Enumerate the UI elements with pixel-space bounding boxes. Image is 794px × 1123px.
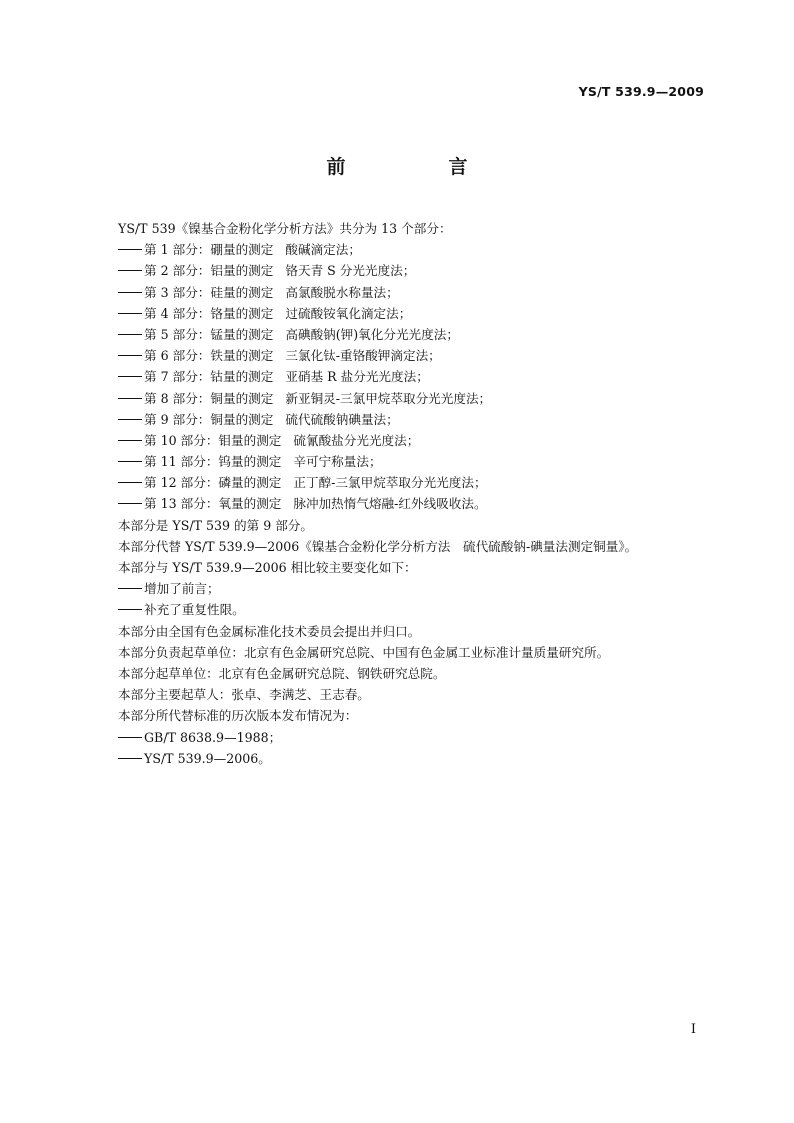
em-dash-marker: [118, 737, 142, 738]
parts-list: [118, 239, 718, 514]
em-dash-marker: [118, 461, 142, 462]
history-item: [118, 727, 718, 748]
part-method: 过硫酸铵氧化滴定法；: [285, 305, 412, 321]
history-intro: 本部分所代替标准的历次版本发布情况为：: [118, 708, 358, 724]
part-item: [118, 409, 718, 430]
part-item: [118, 366, 718, 387]
changes-list: [118, 578, 718, 620]
part-method: 高氯酸脱水称量法；: [285, 284, 399, 300]
change-item: [118, 578, 718, 599]
part-method: 铬天青 S 分光光度法；: [285, 263, 416, 279]
part-method: 辛可宁称量法；: [293, 454, 382, 470]
em-dash-marker: [118, 503, 142, 504]
standard-number: YS/T 539.9—2009: [578, 84, 704, 99]
responsible-units: 本部分负责起草单位：北京有色金属研究总院、中国有色金属工业标准计量质量研究所。: [118, 644, 610, 660]
history-text: GB/T 8638.9—1988；: [144, 729, 282, 745]
part-item: [118, 451, 718, 472]
part-name: 第 8 部分：铜量的测定: [144, 390, 274, 406]
changes-intro: 本部分与 YS/T 539.9—2006 相比较主要变化如下：: [118, 560, 417, 575]
part-item: [118, 239, 718, 260]
drafting-units: 本部分起草单位：北京有色金属研究总院、钢铁研究总院。: [118, 665, 446, 681]
change-text: 增加了前言；: [144, 581, 220, 597]
part-method: 酸碱滴定法；: [285, 242, 361, 258]
em-dash-marker: [118, 440, 142, 441]
foreword-body: [118, 218, 718, 769]
em-dash-marker: [118, 292, 142, 293]
part-name: 第 11 部分：钨量的测定: [144, 454, 282, 470]
part-item: [118, 388, 718, 409]
change-text: 补充了重复性限。: [144, 602, 245, 618]
part-name: 第 5 部分：锰量的测定: [144, 326, 274, 342]
em-dash-marker: [118, 398, 142, 399]
page-title: 前 言: [326, 156, 510, 178]
part-name: 第 6 部分：铁量的测定: [144, 348, 274, 364]
part-item: [118, 345, 718, 366]
part-item: [118, 324, 718, 345]
part-method: 正丁醇-三氯甲烷萃取分光光度法；: [293, 475, 487, 491]
em-dash-marker: [118, 588, 142, 589]
replaces-statement: 本部分代替 YS/T 539.9—2006《镍基合金粉化学分析方法 硫代硫酸钠-碘量法测定铜量》。: [118, 538, 638, 554]
part-method: 脉冲加热惰气熔融-红外线吸收法。: [293, 496, 487, 512]
part-name: 第 1 部分：硼量的测定: [144, 242, 274, 258]
em-dash-marker: [118, 609, 142, 610]
part-item: [118, 303, 718, 324]
part-method: 亚硝基 R 盐分光光度法；: [285, 369, 429, 385]
part-item: [118, 493, 718, 514]
part-method: 新亚铜灵-三氯甲烷萃取分光光度法；: [285, 390, 492, 406]
history-list: [118, 727, 718, 769]
part-name: 第 10 部分：钼量的测定: [144, 432, 282, 448]
em-dash-marker: [118, 482, 142, 483]
part-statement: 本部分是 YS/T 539 的第 9 部分。: [118, 517, 313, 533]
part-item: [118, 282, 718, 303]
history-text: YS/T 539.9—2006。: [144, 750, 271, 766]
part-item: [118, 430, 718, 451]
em-dash-marker: [118, 355, 142, 356]
em-dash-marker: [118, 376, 142, 377]
part-name: 第 3 部分：硅量的测定: [144, 284, 274, 300]
em-dash-marker: [118, 313, 142, 314]
drafters: 本部分主要起草人：张卓、李满芝、王志春。: [118, 687, 370, 703]
part-item: [118, 260, 718, 281]
part-name: 第 13 部分：氧量的测定: [144, 496, 282, 512]
em-dash-marker: [118, 758, 142, 759]
page-number: I: [690, 1022, 696, 1037]
part-method: 硫氰酸盐分光光度法；: [293, 432, 420, 448]
em-dash-marker: [118, 270, 142, 271]
intro-paragraph: YS/T 539《镍基合金粉化学分析方法》共分为 13 个部分：: [118, 221, 452, 236]
part-name: 第 12 部分：磷量的测定: [144, 475, 282, 491]
history-item: [118, 748, 718, 769]
part-name: 第 2 部分：铝量的测定: [144, 263, 274, 279]
part-name: 第 9 部分：铜量的测定: [144, 411, 274, 427]
part-name: 第 4 部分：铬量的测定: [144, 305, 274, 321]
part-method: 硫代硫酸钠碘量法；: [285, 411, 399, 427]
part-name: 第 7 部分：钴量的测定: [144, 369, 274, 385]
part-method: 三氯化钛-重铬酸钾滴定法；: [285, 348, 441, 364]
em-dash-marker: [118, 419, 142, 420]
part-method: 高碘酸钠(钾)氧化分光光度法；: [285, 326, 459, 342]
proposer-statement: 本部分由全国有色金属标准化技术委员会提出并归口。: [118, 623, 421, 639]
change-item: [118, 599, 718, 620]
em-dash-marker: [118, 334, 142, 335]
part-item: [118, 472, 718, 493]
em-dash-marker: [118, 249, 142, 250]
